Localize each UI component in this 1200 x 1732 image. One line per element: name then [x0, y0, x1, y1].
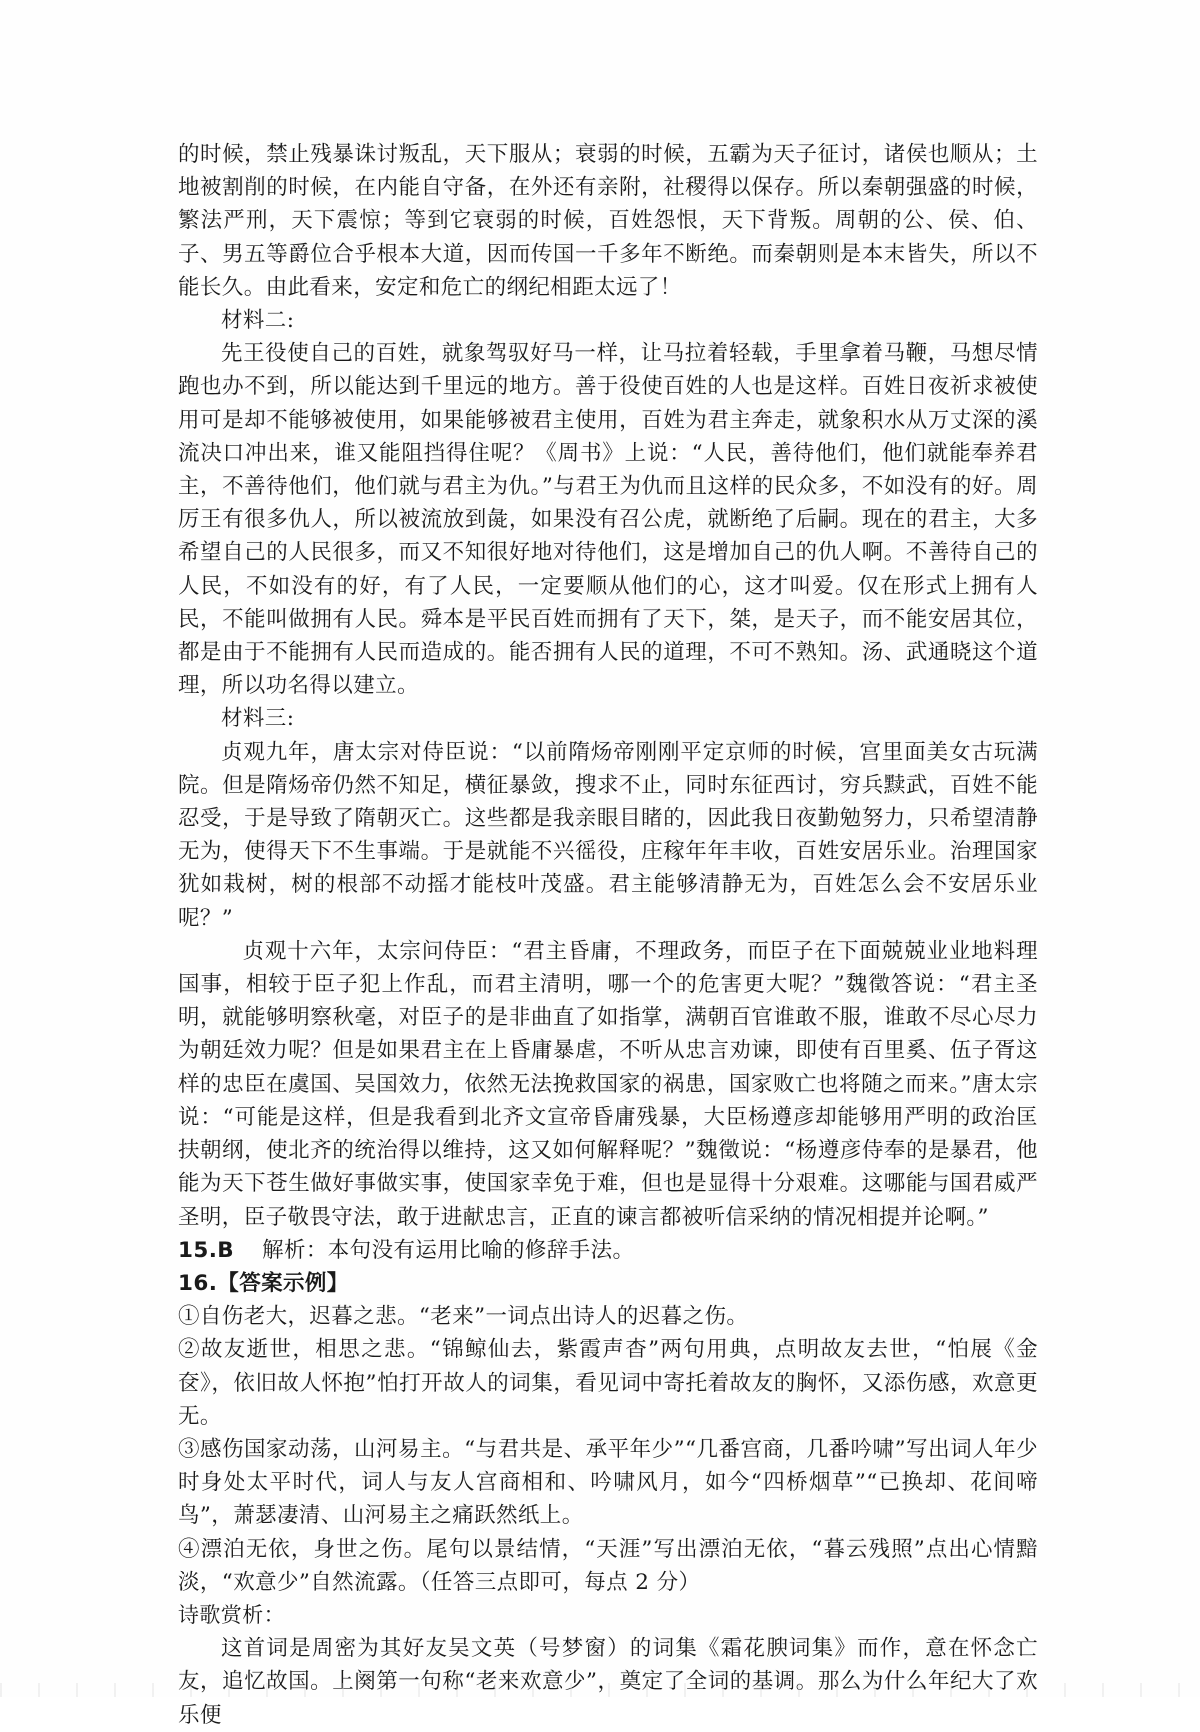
poem-appreciation-heading: 诗歌赏析： — [178, 1602, 285, 1627]
question-15-explanation: 解析：本句没有运用比喻的修辞手法。 — [262, 1237, 635, 1263]
question-16-header — [178, 1267, 1038, 1300]
question-15-number: 15.B — [178, 1237, 235, 1263]
poem-appreciation-text: 这首词是周密为其好友吴文英（号梦窗）的词集《霜花腴词集》而作，意在怀念亡友，追忆故国。上阕第一句称“老来欢意少”，奠定了全词的基调。那么为什么年纪大了欢乐便 — [178, 1636, 1038, 1728]
question-16-item-1: ①自伤老大，迟暮之悲。“老来”一词点出诗人的迟暮之伤。 — [178, 1304, 749, 1330]
question-16-number: 16. — [178, 1270, 218, 1296]
question-16-item-4: ④漂泊无依，身世之伤。尾句以景结情，“天涯”写出漂泊无依，“暮云残照”点出心情黯淡，“欢意少”自然流露。（任答三点即可，每点 2 分） — [178, 1536, 1038, 1595]
intro-paragraph: 的时候，禁止残暴诛讨叛乱，天下服从；衰弱的时候，五霸为天子征讨，诸侯也顺从；土地被割削的时候，在内能自守备，在外还有亲附，社稷得以保存。所以秦朝强盛的时候，繁法严刑，天下震惊；等到它衰弱的时候，百姓怨恨，天下背叛。周朝的公、侯、伯、子、男五等爵位合乎根本大道，因而传国一千多年不断绝。而秦朝则是本末皆失，所以不能长久。由此看来，安定和危亡的纲纪相距太远了！ — [178, 142, 1038, 300]
material-3-paragraph-1: 贞观九年，唐太宗对侍臣说：“以前隋炀帝刚刚平定京师的时候，宫里面美女古玩满院。但是隋炀帝仍然不知足，横征暴敛，搜求不止，同时东征西讨，穷兵黩武，百姓不能忍受，于是导致了隋朝灭亡。这些都是我亲眼目睹的，因此我日夜勤勉努力，只希望清静无为，使得天下不生事端。于是就能不兴徭役，庄稼年年丰收，百姓安居乐业。治理国家犹如栽树，树的根部不动摇才能枝叶茂盛。君主能够清静无为，百姓怎么会不安居乐业呢？” — [178, 739, 1038, 931]
question-15-answer — [178, 1234, 1038, 1267]
question-16-item-2: ②故友逝世，相思之悲。“锦鲸仙去，紫霞声杳”两句用典，点明故友去世，“怕展《金奁》，依旧故人怀抱”怕打开故人的词集，看见词中寄托着故友的胸怀，又添伤感，欢意更无。 — [178, 1337, 1038, 1429]
scan-edge-artifact — [0, 1683, 1200, 1697]
document-body — [178, 138, 1038, 1732]
material-3-paragraph-2: 贞观十六年，太宗问侍臣：“君主昏庸，不理政务，而臣子在下面兢兢业业地料理国事，相较于臣子犯上作乱，而君主清明，哪一个的危害更大呢？”魏徵答说：“君主圣明，就能够明察秋毫，对臣子的是非曲直了如指掌，满朝百官谁敢不服，谁敢不尽心尽力为朝廷效力呢？但是如果君主在上昏庸暴虐，不听从忠言劝谏，即使有百里奚、伍子胥这样的忠臣在虞国、吴国效力，依然无法挽救国家的祸患，国家败亡也将随之而来。”唐太宗说：“可能是这样，但是我看到北齐文宣帝昏庸残暴，大臣杨遵彦却能够用严明的政治匡扶朝纲，使北齐的统治得以维持，这又如何解释呢？”魏徵说：“杨遵彦侍奉的是暴君，他能为天下苍生做好事做实事，使国家幸免于难，但也是显得十分艰难。这哪能与国君威严圣明，臣子敬畏守法，敢于进献忠言，正直的谏言都被听信采纳的情况相提并论啊。” — [178, 938, 1038, 1230]
material-2-heading: 材料二: — [221, 308, 295, 334]
question-16-title: 【答案示例】 — [217, 1270, 349, 1296]
material-3-heading: 材料三: — [221, 706, 295, 732]
question-16-item-3: ③感伤国家动荡，山河易主。“与君共是、承平年少”“几番宫商，几番吟啸”写出词人年少时身处太平时代，词人与友人宫商相和、吟啸风月，如今“四桥烟草”“已换却、花间啼鸟”，萧瑟凄清、山河易主之痛跃然纸上。 — [178, 1436, 1038, 1529]
material-2-text: 先王役使自己的百姓，就象驾驭好马一样，让马拉着轻载，手里拿着马鞭，马想尽情跑也办不到，所以能达到千里远的地方。善于役使百姓的人也是这样。百姓日夜祈求被使用可是却不能够被使用，如果能够被君主使用，百姓为君主奔走，就象积水从万丈深的溪流决口冲出来，谁又能阻挡得住呢？《周书》上说：“人民，善待他们，他们就能奉养君主，不善待他们，他们就与君主为仇。”与君王为仇而且这样的民众多，不如没有的好。周厉王有很多仇人，所以被流放到彘，如果没有召公虎，就断绝了后嗣。现在的君主，大多希望自己的人民很多，而又不知很好地对待他们，这是增加自己的仇人啊。不善待自己的人民，不如没有的好，有了人民，一定要顺从他们的心，这才叫爱。仅在形式上拥有人民，不能叫做拥有人民。舜本是平民百姓而拥有了天下，桀，是天子，而不能安居其位，都是由于不能拥有人民而造成的。能否拥有人民的道理，不可不熟知。汤、武通晓这个道理，所以功名得以建立。 — [178, 341, 1038, 699]
